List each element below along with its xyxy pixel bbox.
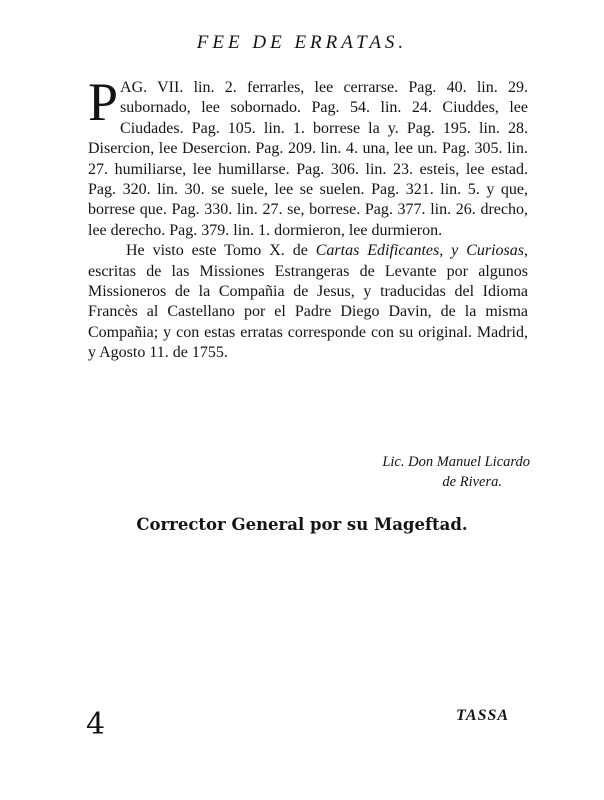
page-heading: FEE DE ERRATAS.	[196, 32, 408, 53]
page-number: 4	[86, 707, 106, 742]
signature-surname: de Rivera.	[442, 474, 502, 490]
approval-text-end: , escritas de las Missiones Estrangeras de Levante por algunos Missioneros de la Compañia de Jesus, y traducidas del Idioma Francès al Castellano por el Padre Diego Davin, de la misma Compañia; y con estas erratas corresponde con su original. Madrid, y Agosto 11. de 1755.	[88, 242, 528, 362]
work-title: Cartas Edificantes, y Curiosas	[315, 242, 524, 260]
drop-cap: P	[88, 72, 119, 132]
errata-paragraph	[88, 72, 528, 241]
signature-name: Lic. Don Manuel Licardo	[382, 454, 530, 470]
signature-block	[300, 452, 530, 492]
errata-text: AG. VII. lin. 2. ferrarles, lee cerrarse. Pag. 40. lin. 29. subornado, lee sobornado. Pag. 54. lin. 24. Ciuddes, lee Ciudades. Pag. 105. lin. 1. borrese la y. Pag. 195. lin. 28. Disercion, lee Desercion. Pag. 209. lin. 4. una, lee un. Pag. 305. lin. 27. humiliarse, lee humillarse. Pag. 306. lin. 23. esteis, lee estad. Pag. 320. lin. 30. se suele, lee se suelen. Pag. 321. lin. 5. y que, borrese que. Pag. 330. lin. 27. se, borrese. Pag. 377. lin. 26. drecho, lee derecho. Pag. 379. lin. 1. dormieron, lee durmieron.	[88, 79, 528, 239]
corrector-title: Corrector General por su Mageftad.	[136, 515, 468, 534]
approval-paragraph	[88, 241, 528, 363]
body-text	[88, 72, 528, 364]
catchword: TASSA	[456, 707, 510, 724]
approval-text-start: He visto este Tomo X. de	[126, 242, 316, 260]
